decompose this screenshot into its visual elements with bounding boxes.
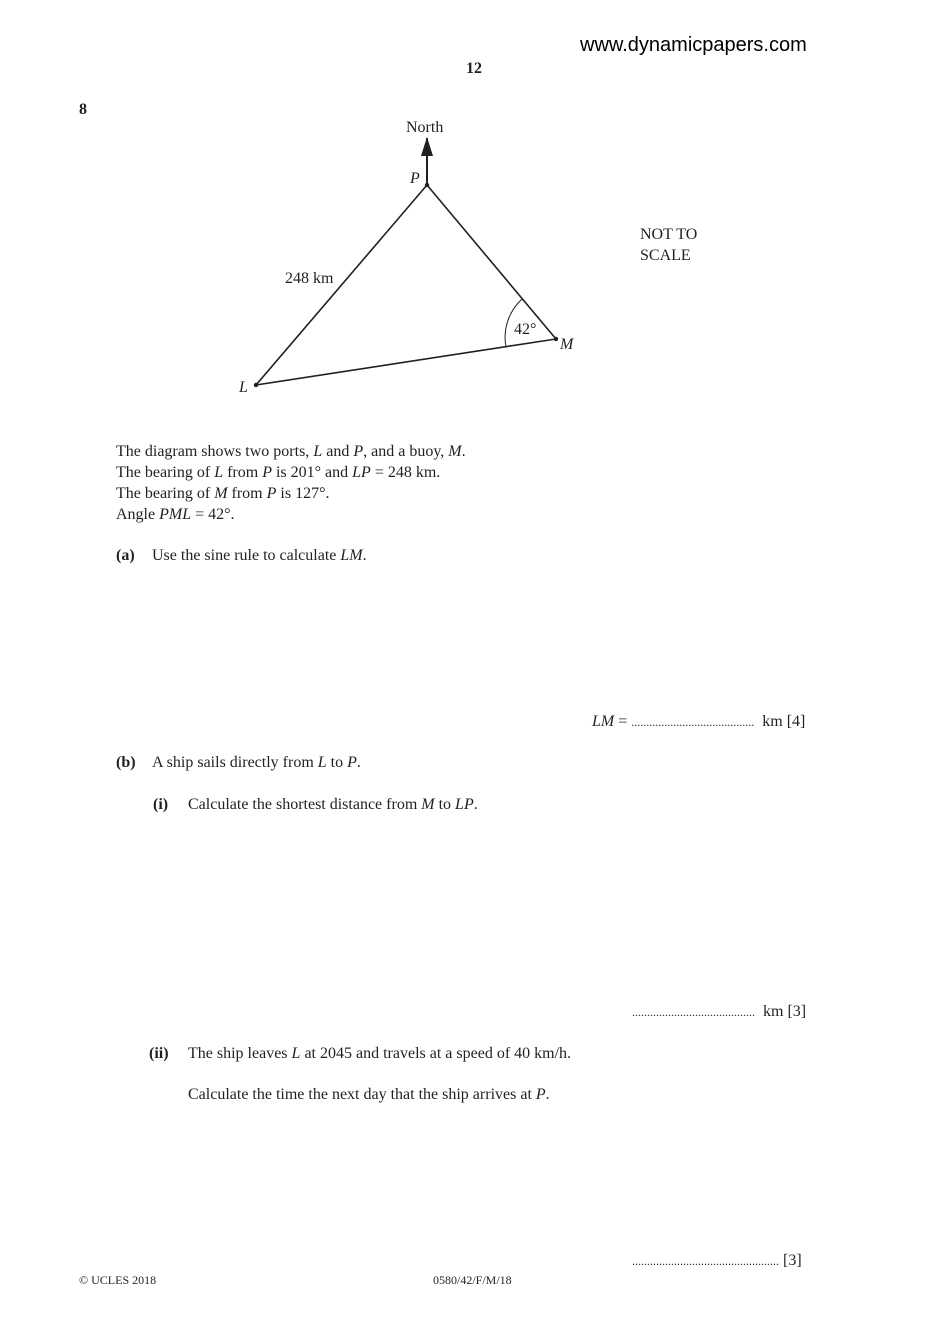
point-m-label: M [560, 336, 574, 353]
side-lp [256, 185, 427, 385]
point-m-dot [554, 337, 558, 341]
north-arrowhead [421, 137, 433, 156]
part-b-ii-text-1: The ship leaves L at 2045 and travels at a speed of 40 km/h. [188, 1045, 572, 1062]
part-b-text: A ship sails directly from L to P. [152, 754, 361, 771]
part-b-label: (b) [116, 754, 136, 771]
part-b-i-text: Calculate the shortest distance from M to LP. [188, 796, 478, 813]
lp-length-label: 248 km [285, 270, 334, 287]
point-l-dot [254, 383, 258, 387]
intro-line-3: The bearing of M from P is 127°. [116, 485, 330, 502]
angle-label: 42° [514, 321, 537, 338]
part-a-label: (a) [116, 547, 135, 564]
part-a-answer-line: LM = ......................................... km [4] [592, 713, 806, 730]
part-a-answer-space[interactable]: ......................................... [631, 715, 755, 729]
triangle-diagram [0, 0, 950, 420]
scale-note-line2: SCALE [640, 247, 691, 264]
side-lm [256, 339, 556, 385]
point-p-label: P [410, 170, 420, 187]
intro-line-4: Angle PML = 42°. [116, 506, 235, 523]
intro-line-1: The diagram shows two ports, L and P, and a buoy, M. [116, 443, 466, 460]
footer-paper-code: 0580/42/F/M/18 [433, 1273, 512, 1287]
part-b-i-answer-line: ......................................... km [3] [632, 1003, 807, 1020]
part-b-ii-text-2: Calculate the time the next day that the ship arrives at P. [188, 1086, 550, 1103]
scale-note-line1: NOT TO [640, 226, 698, 243]
footer-copyright: © UCLES 2018 [79, 1273, 157, 1287]
part-b-ii-answer-line: ................................................. [3] [632, 1252, 802, 1269]
page-number: 12 [466, 60, 482, 77]
question-number: 8 [79, 101, 87, 118]
north-label: North [406, 119, 444, 136]
point-p-dot [425, 183, 429, 187]
side-pm [427, 185, 556, 339]
part-b-ii-label: (ii) [149, 1045, 169, 1062]
intro-line-2: The bearing of L from P is 201° and LP = 248 km. [116, 464, 441, 481]
part-b-i-answer-space[interactable]: ......................................... [632, 1005, 755, 1019]
part-a-text: Use the sine rule to calculate LM. [152, 547, 367, 564]
part-b-i-label: (i) [153, 796, 169, 813]
part-b-ii-answer-space[interactable]: ................................................. [632, 1254, 779, 1268]
website-url: www.dynamicpapers.com [580, 34, 807, 56]
point-l-label: L [239, 379, 248, 396]
